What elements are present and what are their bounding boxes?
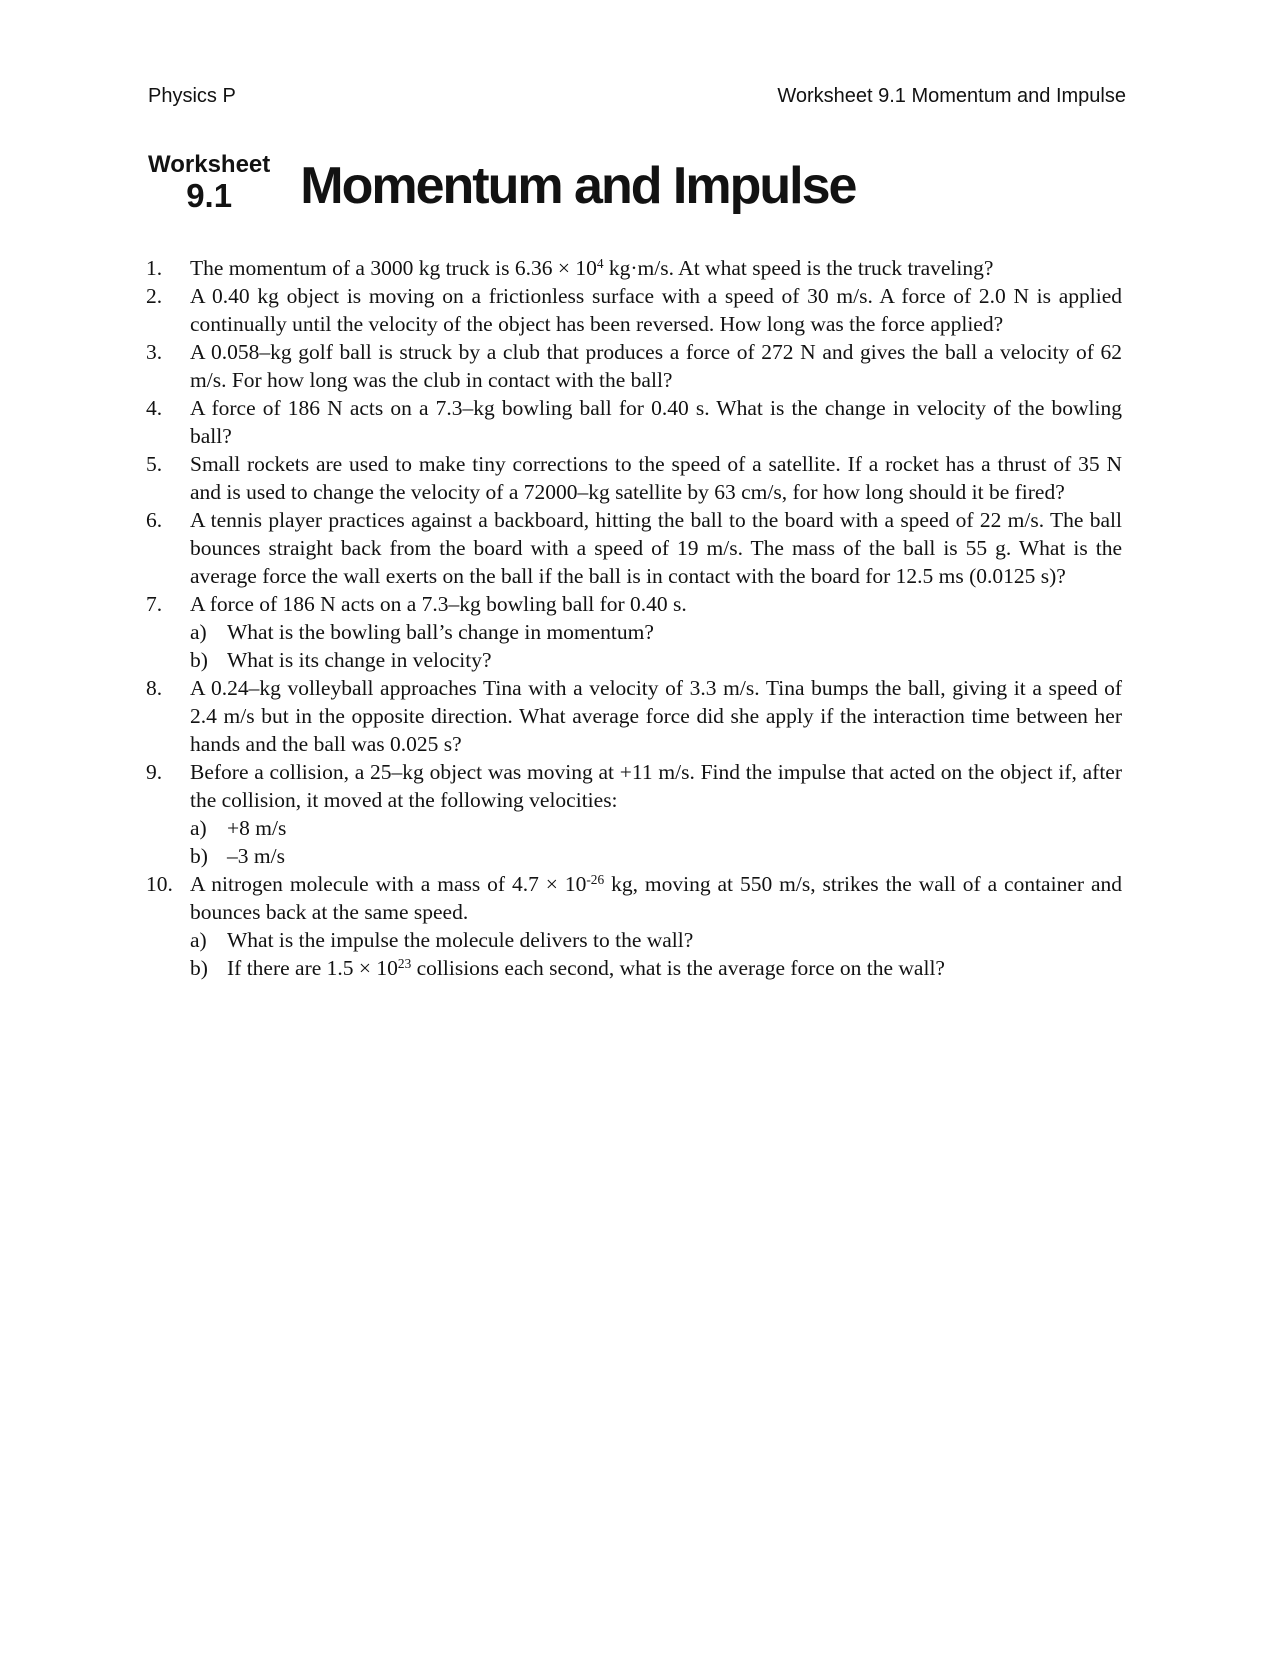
problem-2-text: A 0.40 kg object is moving on a frictionless surface with a speed of 30 m/s. A force of 2.0 N is applied continually until the velocity of the object has been reversed. How long was the force applied? bbox=[190, 284, 1122, 336]
header-worksheet-label: Worksheet 9.1 Momentum and Impulse bbox=[777, 85, 1126, 107]
problem-9-subitem-b-label: b) bbox=[190, 844, 208, 868]
problem-5-number: 5. bbox=[146, 452, 163, 476]
header-course-label: Physics P bbox=[148, 85, 236, 107]
problem-7-body bbox=[190, 590, 1122, 674]
problem-1-text-pre: The momentum of a 3000 kg truck is 6.36 × 10 bbox=[190, 256, 597, 280]
problem-9-number: 9. bbox=[146, 760, 163, 784]
problem-8 bbox=[146, 674, 1122, 758]
page-title: Momentum and Impulse bbox=[300, 157, 856, 215]
problem-9-body bbox=[190, 758, 1122, 870]
problem-10-subitem-b-superscript: 23 bbox=[397, 956, 412, 972]
problem-10-body bbox=[190, 870, 1122, 982]
problem-10-number: 10. bbox=[146, 872, 173, 896]
problem-10-superscript: -26 bbox=[586, 872, 605, 888]
problem-7-text: A force of 186 N acts on a 7.3–kg bowling ball for 0.40 s. bbox=[190, 592, 687, 616]
problem-10-text-post: kg, moving at 550 m/s, strikes the wall of a container and bounces back at the same speed. bbox=[190, 872, 1122, 924]
problem-7-number: 7. bbox=[146, 592, 163, 616]
problem-2 bbox=[146, 282, 1122, 338]
problem-7-subitem-a bbox=[190, 618, 1122, 646]
problem-1-number: 1. bbox=[146, 256, 163, 280]
problem-1-text bbox=[190, 254, 1122, 282]
problem-9-subitem-b-text: –3 m/s bbox=[227, 844, 285, 868]
problem-9 bbox=[146, 758, 1122, 870]
problem-6-body bbox=[190, 506, 1122, 590]
problem-10-subitem-a-label: a) bbox=[190, 928, 207, 952]
problem-3-text: A 0.058–kg golf ball is struck by a club that produces a force of 272 N and gives the ball a velocity of 62 m/s. For how long was the club in contact with the ball? bbox=[190, 340, 1122, 392]
problem-8-text: A 0.24–kg volleyball approaches Tina with a velocity of 3.3 m/s. Tina bumps the ball, giving it a speed of 2.4 m/s but in the opposite direction. What average force did she apply if the interaction time between her hands and the ball was 0.025 s? bbox=[190, 676, 1122, 756]
problem-3-body bbox=[190, 338, 1122, 394]
problem-10-subitem-a-text: What is the impulse the molecule delivers to the wall? bbox=[227, 928, 694, 952]
problem-10-subitem-b-label: b) bbox=[190, 956, 208, 980]
problem-7 bbox=[146, 590, 1122, 674]
problem-6-text: A tennis player practices against a backboard, hitting the ball to the board with a speed of 22 m/s. The ball bounces straight back from the board with a speed of 19 m/s. The mass of the ball is 55 g. What is the average force the wall exerts on the ball if the ball is in contact with the board for 12.5 ms (0.0125 s)? bbox=[190, 508, 1122, 588]
problem-list bbox=[146, 254, 1122, 982]
problem-3-number: 3. bbox=[146, 340, 163, 364]
problem-4 bbox=[146, 394, 1122, 450]
worksheet-kicker: Worksheet bbox=[148, 151, 271, 178]
problem-10-subitem-b bbox=[190, 954, 1122, 982]
problem-1-body bbox=[190, 254, 1122, 282]
problem-5-text: Small rockets are used to make tiny corrections to the speed of a satellite. If a rocket has a thrust of 35 N and is used to change the velocity of a 72000–kg satellite by 63 cm/s, for how long should it be fired? bbox=[190, 452, 1122, 504]
problem-9-subitem-b bbox=[190, 842, 1122, 870]
problem-4-number: 4. bbox=[146, 396, 163, 420]
problem-1-superscript: 4 bbox=[596, 256, 604, 272]
problem-6 bbox=[146, 506, 1122, 590]
problem-10-text bbox=[190, 870, 1122, 926]
problem-5 bbox=[146, 450, 1122, 506]
problem-2-number: 2. bbox=[146, 284, 163, 308]
problem-10-subitem-b-text-post: collisions each second, what is the average force on the wall? bbox=[411, 956, 945, 980]
problem-1 bbox=[146, 254, 1122, 282]
problem-10 bbox=[146, 870, 1122, 982]
problem-4-body bbox=[190, 394, 1122, 450]
problem-7-subitem-b-label: b) bbox=[190, 648, 208, 672]
problem-10-subitem-b-text bbox=[227, 954, 1122, 982]
title-block bbox=[148, 152, 1280, 214]
problem-6-number: 6. bbox=[146, 508, 163, 532]
problem-10-subitem-a bbox=[190, 926, 1122, 954]
problem-9-text: Before a collision, a 25–kg object was moving at +11 m/s. Find the impulse that acted on the object if, after the collision, it moved at the following velocities: bbox=[190, 760, 1122, 812]
problem-5-body bbox=[190, 450, 1122, 506]
problem-7-subitem-b-text: What is its change in velocity? bbox=[227, 648, 492, 672]
running-header bbox=[0, 0, 1280, 108]
problem-1-text-post: kg·m/s. At what speed is the truck traveling? bbox=[603, 256, 994, 280]
worksheet-number-block bbox=[148, 152, 270, 214]
problem-8-body bbox=[190, 674, 1122, 758]
problem-10-text-pre: A nitrogen molecule with a mass of 4.7 × 10 bbox=[190, 872, 587, 896]
problem-10-subitem-b-text-pre: If there are 1.5 × 10 bbox=[227, 956, 398, 980]
problem-7-subitem-a-text: What is the bowling ball’s change in momentum? bbox=[227, 620, 654, 644]
problem-4-text: A force of 186 N acts on a 7.3–kg bowling ball for 0.40 s. What is the change in velocity of the bowling ball? bbox=[190, 396, 1122, 448]
worksheet-number: 9.1 bbox=[186, 177, 233, 214]
problem-8-number: 8. bbox=[146, 676, 163, 700]
problem-9-subitem-a-label: a) bbox=[190, 816, 207, 840]
problem-3 bbox=[146, 338, 1122, 394]
problem-9-subitem-a-text: +8 m/s bbox=[227, 816, 287, 840]
problem-7-subitem-a-label: a) bbox=[190, 620, 207, 644]
problem-7-subitem-b bbox=[190, 646, 1122, 674]
problem-9-subitem-a bbox=[190, 814, 1122, 842]
problem-2-body bbox=[190, 282, 1122, 338]
